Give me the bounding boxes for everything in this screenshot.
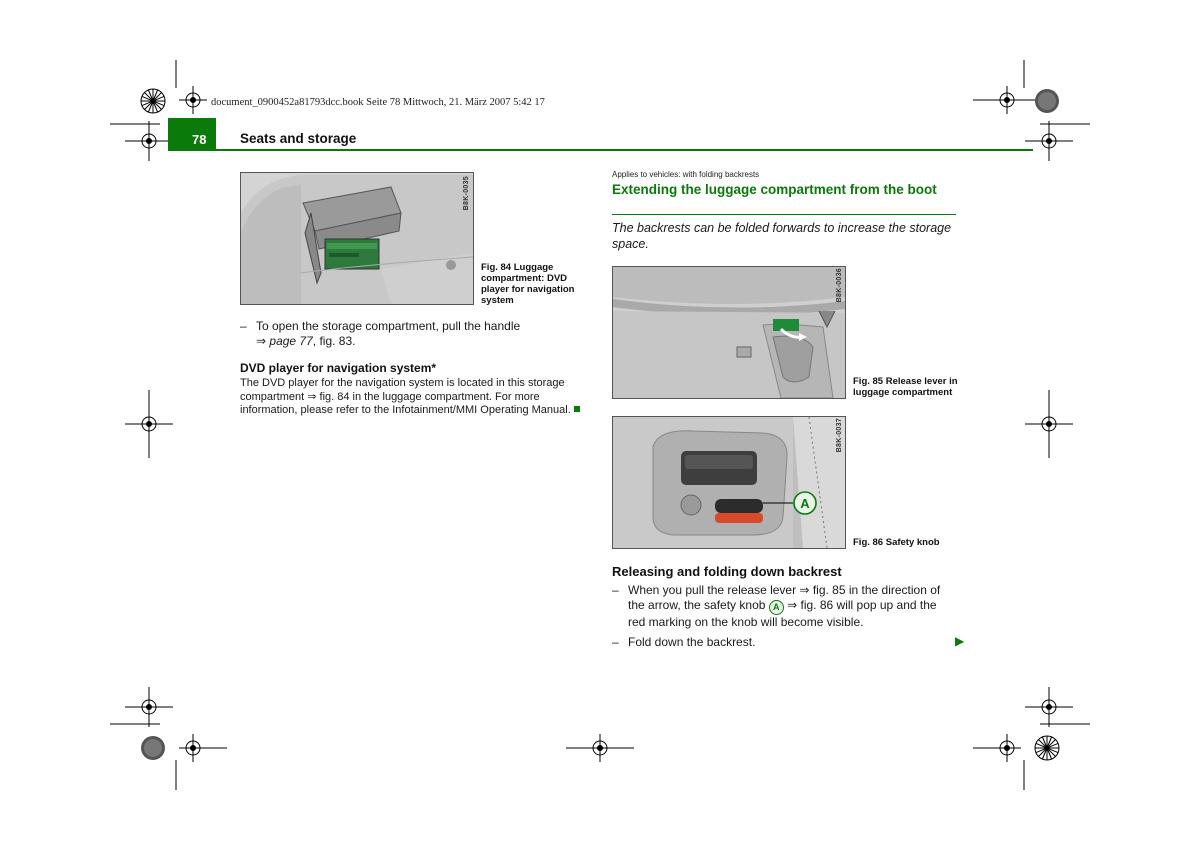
figure-86-safety-knob	[612, 416, 846, 549]
color-target-icon	[141, 89, 165, 113]
figure-85-illustration	[613, 267, 845, 398]
step-2-text: Fold down the backrest.	[628, 635, 756, 649]
step-1-text-a: When you pull the release lever ⇒ fig. 85 in the direction of the arrow, the safety knob	[628, 583, 941, 612]
figure-84-dvd-player	[240, 172, 474, 305]
figure-86-callout-label: A	[800, 496, 810, 511]
figure-84-caption: Fig. 84 Luggage compartment: DVD player for navigation system	[481, 262, 575, 306]
step-ref-rest: , fig. 83.	[312, 334, 356, 348]
step-1-text-b: ⇒ fig. 86 will pop up and the red marking on the knob will become visible.	[628, 598, 937, 629]
right-intro: The backrests can be folded forwards to increase the storage space.	[612, 221, 952, 251]
registration-mark-icon	[125, 687, 173, 727]
applies-note: Applies to vehicles: with folding backrests	[612, 170, 760, 179]
color-target-icon	[141, 736, 165, 760]
right-step-1	[612, 583, 957, 630]
step-dash: –	[240, 319, 247, 333]
figure-84-code: B8K-0035	[463, 176, 470, 211]
figure-85-release-lever	[612, 266, 846, 399]
dvd-paragraph	[240, 377, 585, 418]
registration-mark-icon	[566, 734, 634, 762]
step-1-dash: –	[612, 583, 619, 597]
step-2-dash: –	[612, 635, 619, 649]
figure-86-illustration	[613, 417, 845, 548]
registration-mark-icon	[1025, 390, 1073, 458]
figure-86-code: B8K-0037	[836, 418, 843, 453]
registration-mark-icon	[125, 121, 173, 161]
registration-mark-icon	[1025, 687, 1073, 727]
color-target-icon	[1035, 89, 1059, 113]
registration-mark-icon	[179, 86, 207, 114]
section-title: Seats and storage	[240, 131, 357, 146]
figure-85-code: B8K-0036	[836, 268, 843, 303]
header-rule	[168, 149, 1033, 151]
continue-arrow-icon: ▶	[955, 634, 965, 648]
step-ref-arrow: ⇒	[256, 334, 267, 348]
figure-84-illustration	[241, 173, 473, 304]
safety-knob-callout-icon: A	[769, 600, 784, 615]
right-title-rule	[612, 214, 956, 215]
registration-mark-icon	[1025, 121, 1073, 161]
right-step-2	[612, 635, 957, 650]
left-step	[240, 319, 580, 349]
release-subheading: Releasing and folding down backrest	[612, 564, 842, 579]
end-of-section-icon	[574, 406, 580, 412]
print-header: document_0900452a81793dcc.book Seite 78 Mittwoch, 21. März 2007 5:42 17	[211, 97, 545, 108]
dvd-paragraph-text: The DVD player for the navigation system is located in this storage compartment ⇒ fig. 84 in the luggage compartment. For more information, please refer to the Infotainment/MMI Operating Manual.	[240, 377, 571, 416]
registration-mark-icon	[125, 390, 173, 458]
figure-85-caption: Fig. 85 Release lever in luggage compartment	[853, 376, 958, 398]
figure-86-caption: Fig. 86 Safety knob	[853, 537, 940, 548]
dvd-subheading: DVD player for navigation system*	[240, 361, 437, 375]
right-title: Extending the luggage compartment from the boot	[612, 182, 937, 197]
registration-mark-icon	[973, 86, 1041, 114]
registration-mark-icon	[179, 734, 227, 762]
page-number: 78	[192, 132, 207, 147]
registration-mark-icon	[973, 734, 1021, 762]
page-77-link[interactable]: page 77	[269, 334, 313, 348]
color-target-icon	[1035, 736, 1059, 760]
step-text: To open the storage compartment, pull the handle	[256, 319, 521, 333]
